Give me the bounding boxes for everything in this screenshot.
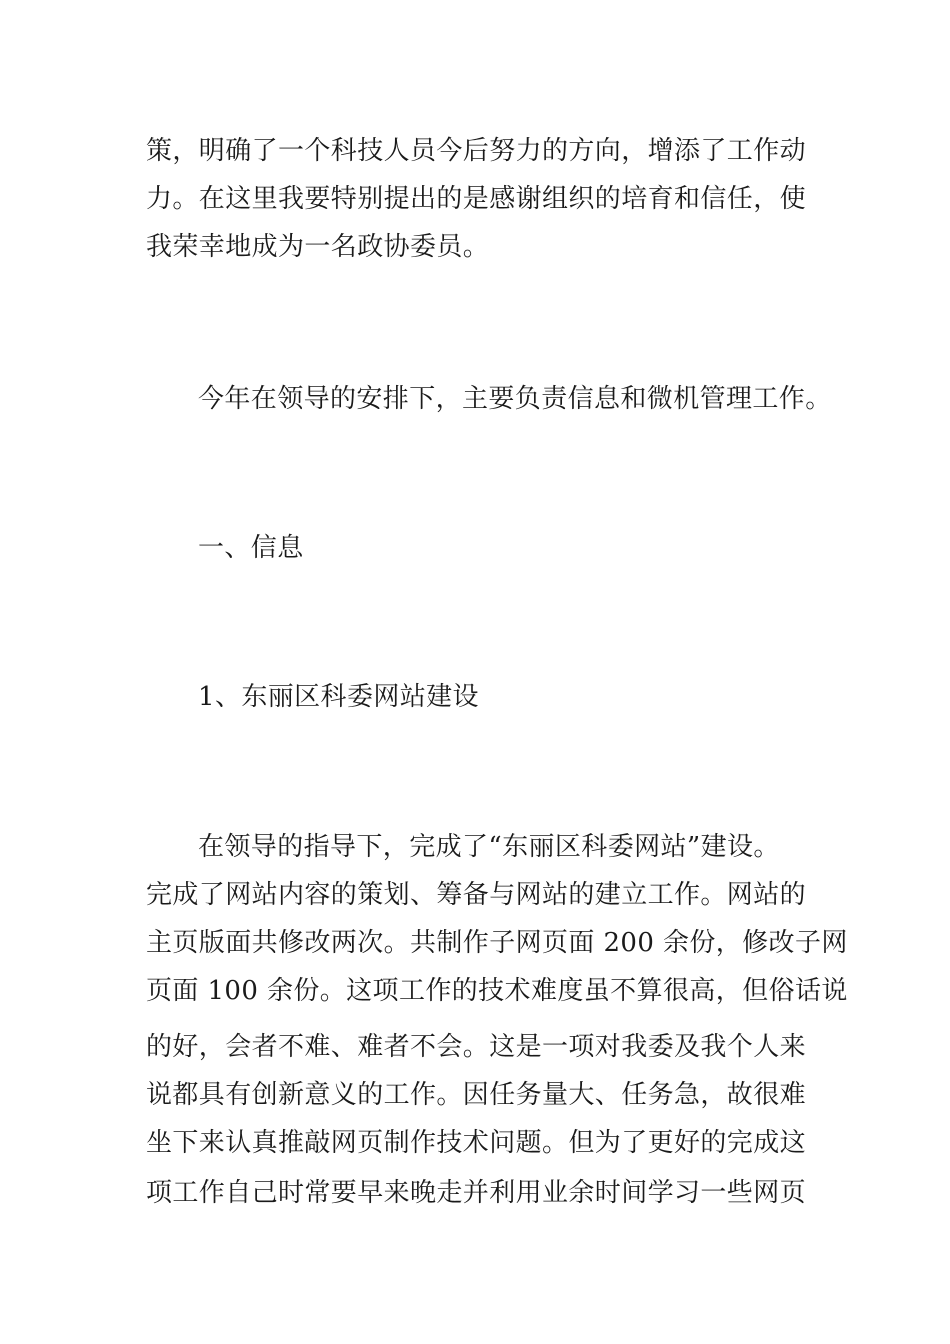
paragraph-3-line-6: 说都具有创新意义的工作。因任务量大、任务急，故很难 (146, 1080, 807, 1110)
paragraph-3-line-2: 完成了网站内容的策划、筹备与网站的建立工作。网站的 (146, 880, 807, 910)
paragraph-1-line-2: 力。在这里我要特别提出的是感谢组织的培育和信任，使 (146, 184, 807, 214)
subsection-heading-website: 1、东丽区科委网站建设 (198, 682, 479, 712)
paragraph-3-line-3: 主页版面共修改两次。共制作子网页面 200 余份，修改子网 (146, 928, 848, 958)
paragraph-3-line-5: 的好，会者不难、难者不会。这是一项对我委及我个人来 (146, 1032, 807, 1062)
paragraph-3-line-1: 在领导的指导下，完成了“东丽区科委网站”建设。 (198, 832, 780, 862)
paragraph-1-line-3: 我荣幸地成为一名政协委员。 (146, 232, 490, 262)
paragraph-1-line-1: 策，明确了一个科技人员今后努力的方向，增添了工作动 (146, 136, 807, 166)
paragraph-2: 今年在领导的安排下，主要负责信息和微机管理工作。 (198, 384, 832, 414)
paragraph-3-line-7: 坐下来认真推敲网页制作技术问题。但为了更好的完成这 (146, 1128, 807, 1158)
paragraph-3-line-4: 页面 100 余份。这项工作的技术难度虽不算很高，但俗话说 (146, 976, 848, 1006)
paragraph-3-line-8: 项工作自己时常要早来晚走并利用业余时间学习一些网页 (146, 1178, 807, 1208)
section-heading-information: 一、信息 (198, 533, 304, 563)
